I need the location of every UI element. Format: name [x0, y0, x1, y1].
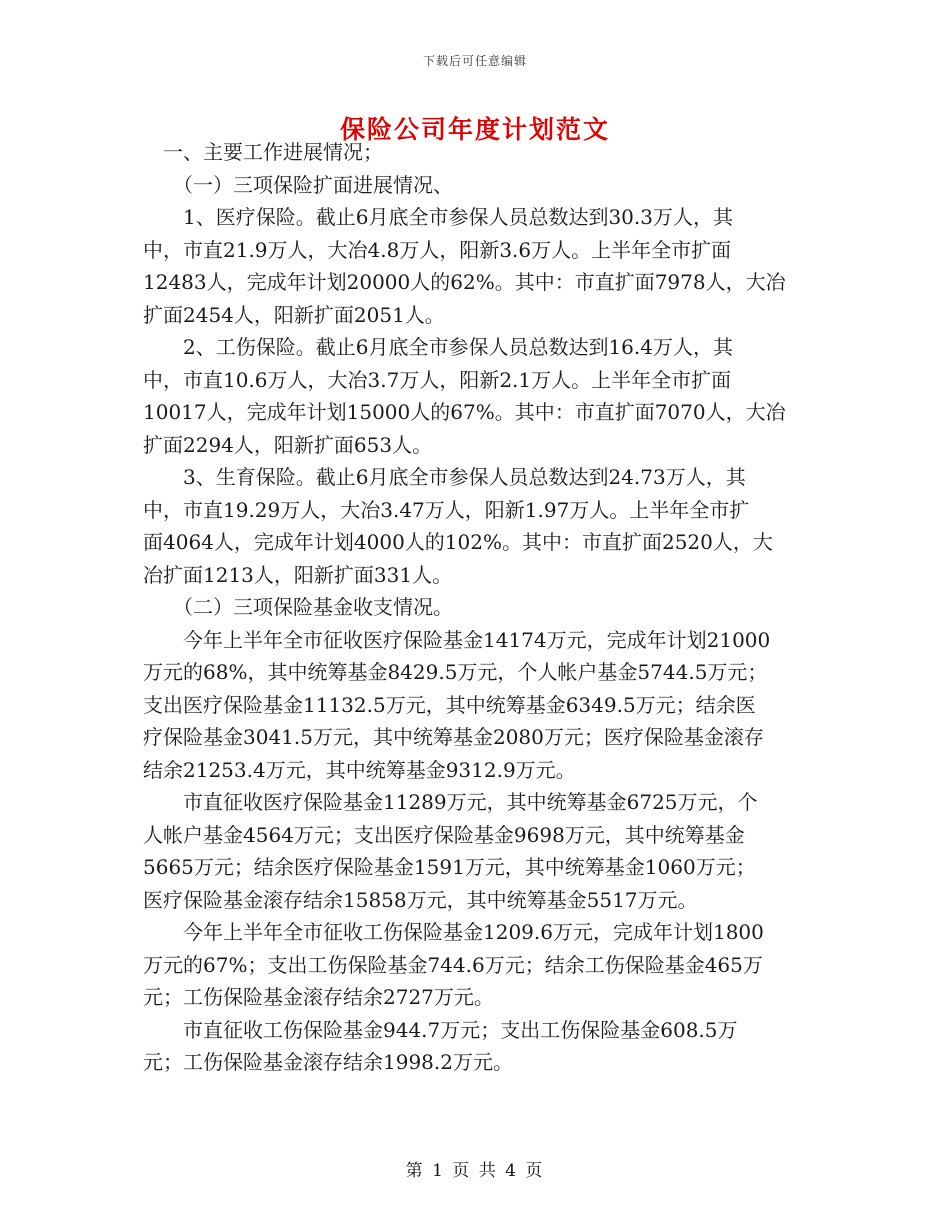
body-line: 今年上半年全市征收医疗保险基金14174万元，完成年计划21000	[143, 627, 771, 652]
body-line: 扩面2454人，阳新扩面2051人。	[143, 302, 445, 327]
body-line: 结余21253.4万元，其中统筹基金9312.9万元。	[143, 757, 576, 782]
body-line: （一）三项保险扩面进展情况、	[143, 172, 453, 197]
body-line: 万元的67%；支出工伤保险基金744.6万元；结余工伤保险基金465万	[143, 952, 763, 977]
body-line: 元；工伤保险基金滚存结余2727万元。	[143, 985, 494, 1009]
body-line: 市直征收医疗保险基金11289万元，其中统筹基金6725万元，个	[143, 790, 758, 814]
body-line: 冶扩面1213人，阳新扩面331人。	[143, 562, 453, 587]
body-line: （二）三项保险基金收支情况。	[143, 595, 453, 619]
header-note: 下载后可任意编辑	[422, 54, 527, 68]
body-line: 一、主要工作进展情况；	[143, 140, 383, 164]
body-line: 12483人，完成年计划20000人的62%。其中：市直扩面7978人，大冶	[143, 270, 786, 294]
body-line: 面4064人，完成年计划4000人的102%。其中：市直扩面2520人，大	[143, 530, 773, 554]
body-line: 疗保险基金3041.5万元，其中统筹基金2080万元；医疗保险基金滚存	[143, 725, 764, 749]
body-line: 1、医疗保险。截止6月底全市参保人员总数达到30.3万人，其	[143, 205, 733, 229]
body-line: 支出医疗保险基金11132.5万元，其中统筹基金6349.5万元；结余医	[143, 692, 756, 717]
body-line: 5665万元；结余医疗保险基金1591万元，其中统筹基金1060万元；	[143, 855, 756, 879]
body-line: 万元的68%，其中统筹基金8429.5万元，个人帐户基金5744.5万元；	[143, 660, 768, 684]
body-line: 医疗保险基金滚存结余15858万元，其中统筹基金5517万元。	[143, 887, 698, 912]
body-line: 中，市直21.9万人，大冶4.8万人，阳新3.6万人。上半年全市扩面	[143, 237, 732, 262]
body-line: 今年上半年全市征收工伤保险基金1209.6万元，完成年计划1800	[143, 920, 764, 944]
document-body	[143, 136, 811, 1079]
body-line: 3、生育保险。截止6月底全市参保人员总数达到24.73万人，其	[143, 465, 746, 489]
body-line: 2、工伤保险。截止6月底全市参保人员总数达到16.4万人，其	[143, 335, 733, 359]
body-line: 10017人，完成年计划15000人的67%。其中：市直扩面7070人，大冶	[143, 400, 786, 424]
body-line: 扩面2294人，阳新扩面653人。	[143, 432, 433, 457]
page-footer: 第 1 页 共 4 页	[405, 1161, 545, 1181]
body-line: 中，市直19.29万人，大冶3.47万人，阳新1.97万人。上半年全市扩	[143, 497, 750, 522]
body-line: 中，市直10.6万人，大冶3.7万人，阳新2.1万人。上半年全市扩面	[143, 367, 732, 392]
body-line: 市直征收工伤保险基金944.7万元；支出工伤保险基金608.5万	[143, 1017, 738, 1042]
body-line: 元；工伤保险基金滚存结余1998.2万元。	[143, 1050, 513, 1074]
body-line: 人帐户基金4564万元；支出医疗保险基金9698万元，其中统筹基金	[143, 822, 745, 847]
document-title: 保险公司年度计划范文	[339, 115, 610, 144]
